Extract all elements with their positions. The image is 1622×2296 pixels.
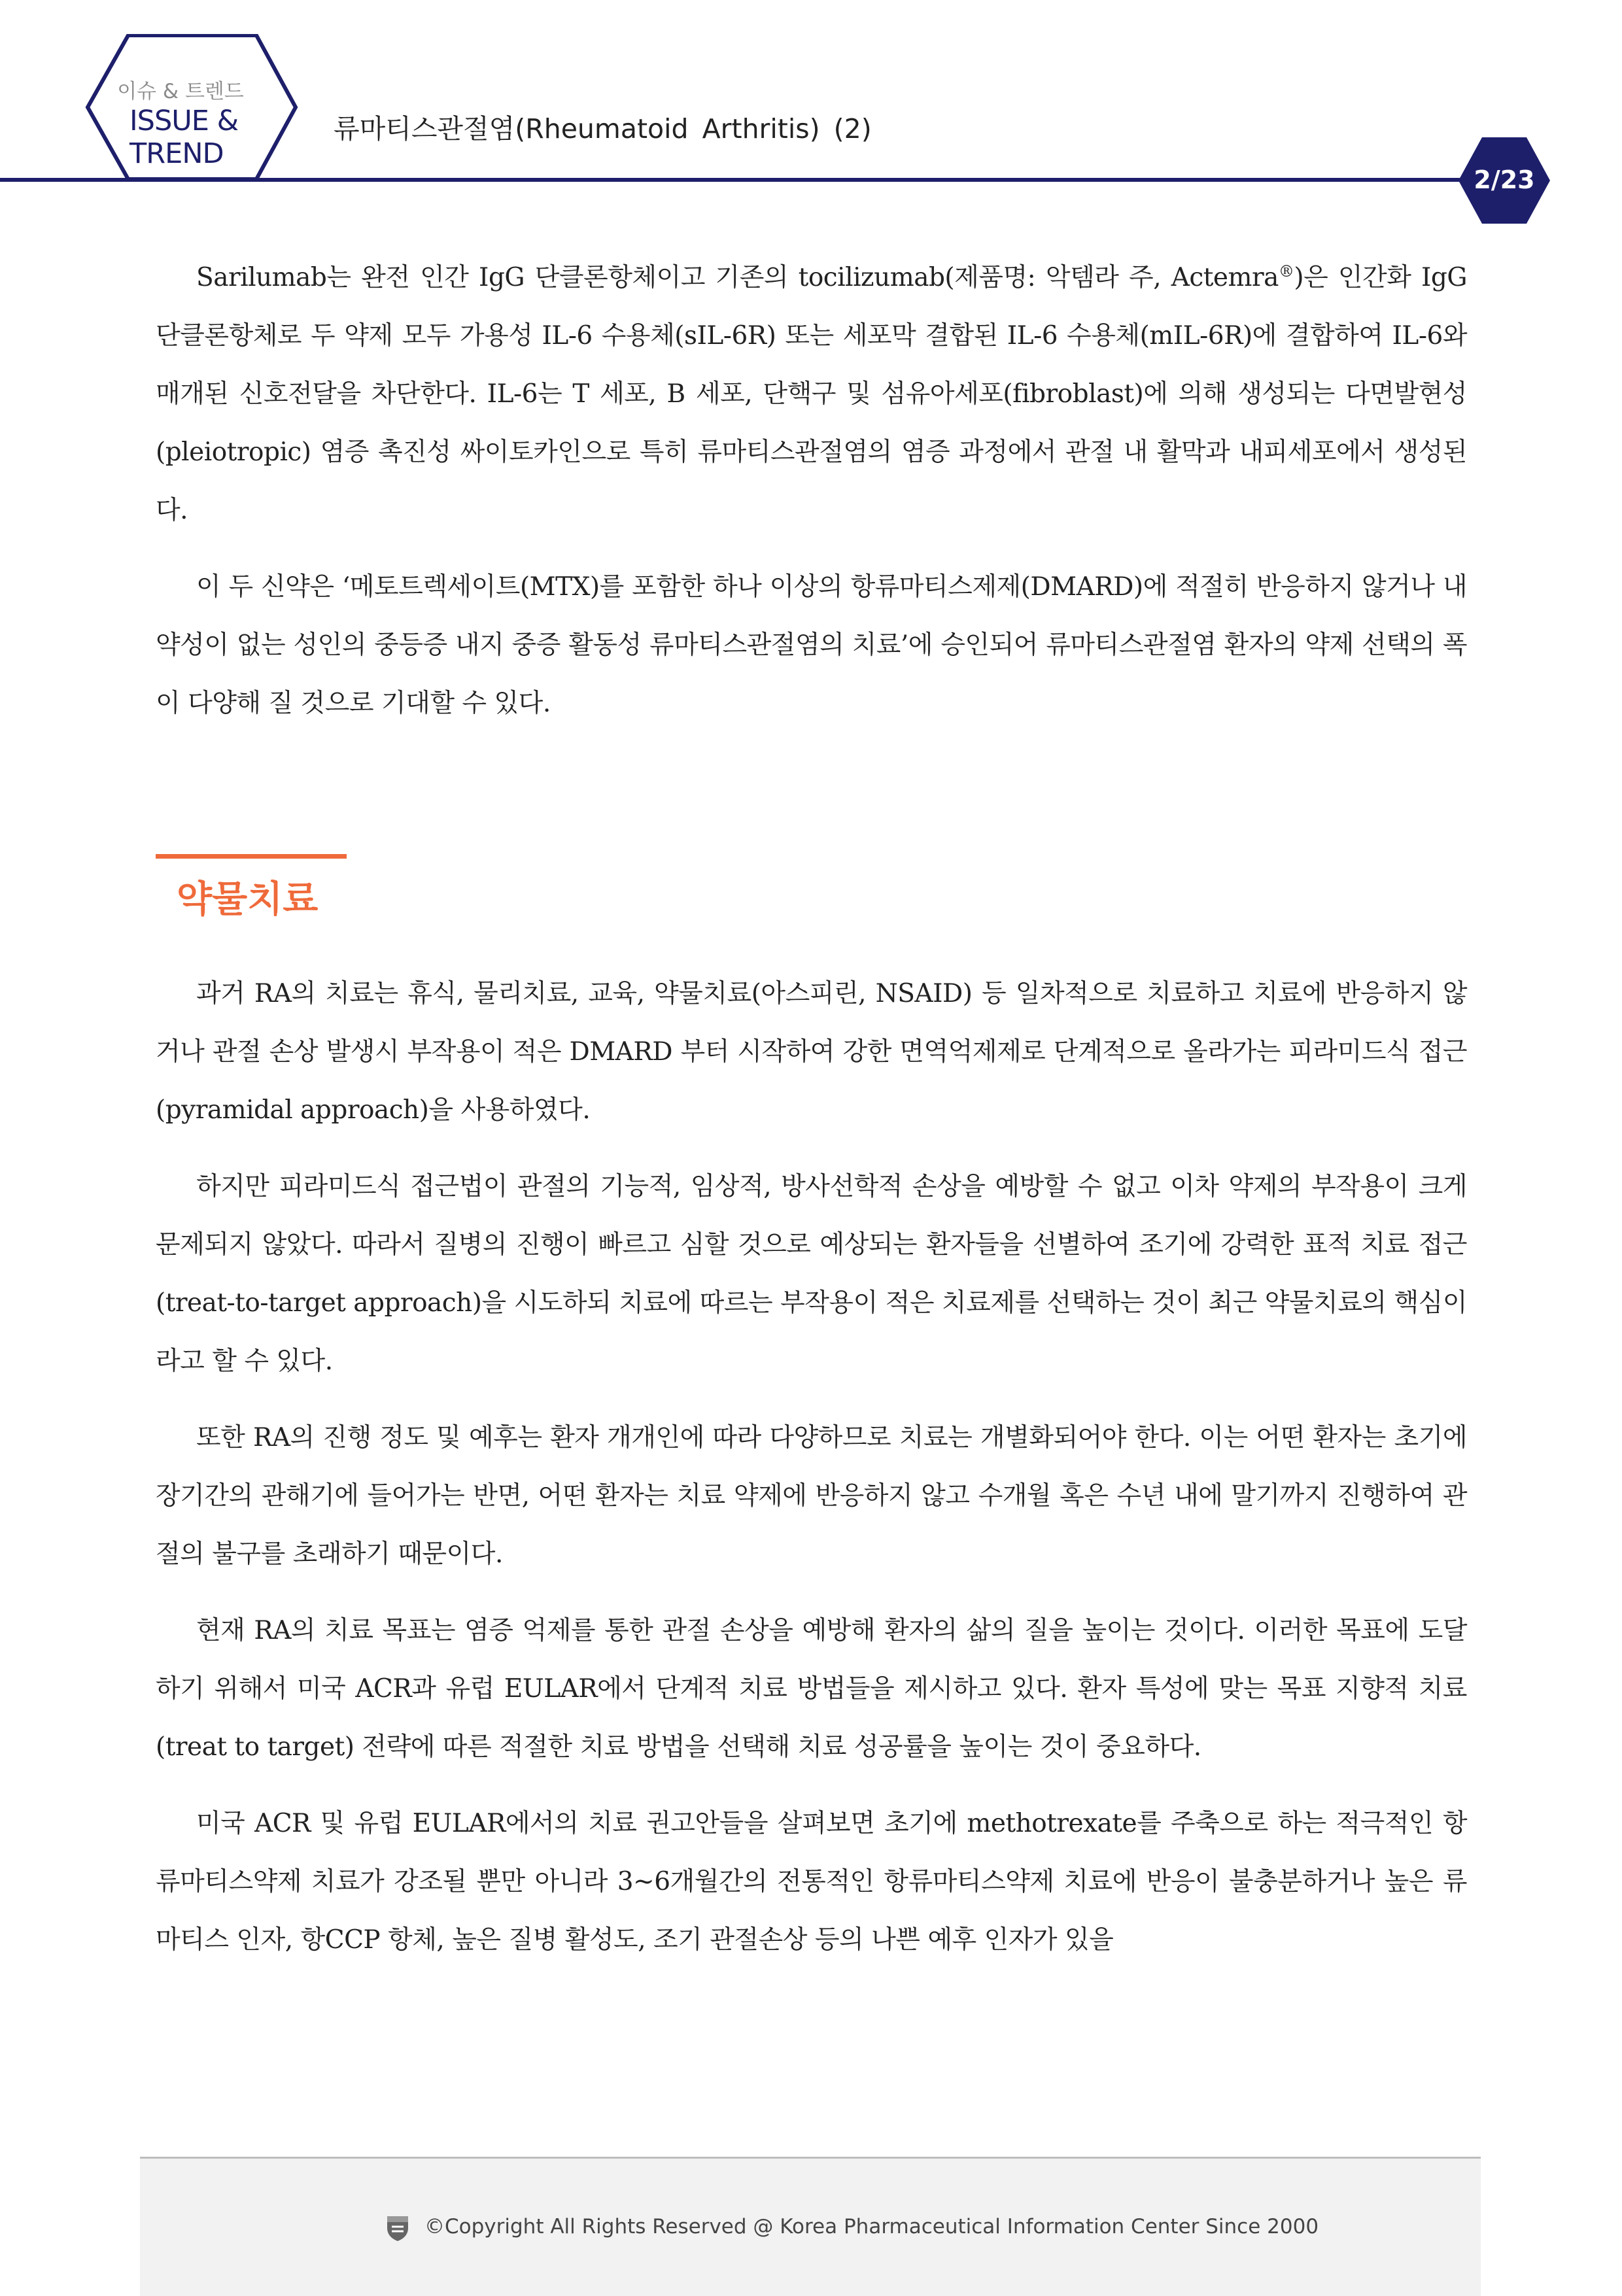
badge-title-line2: TREND	[129, 137, 224, 170]
document-body	[156, 248, 1467, 1987]
section-paragraph-5: 미국 ACR 및 유럽 EULAR에서의 치료 권고안들을 살펴보면 초기에 methotrexate를 주축으로 하는 적극적인 항류마티스약제 치료가 강조될 뿐만 아니라 3~6개월간의 전통적인 항류마티스약제 치료에 반응이 불충분하거나 높은 류마티스 인자, 항CCP 항체, 높은 질병 활성도, 조기 관절손상 등의 나쁜 예후 인자가 있을	[156, 1809, 1467, 1955]
intro-p1-text-b: )은 인간화 IgG 단클론항체로 두 약제 모두 가용성 IL-6 수용체(sIL-6R) 또는 세포막 결합된 IL-6 수용체(mIL-6R)에 결합하여 IL-6와 매개된 신호전달을 차단한다. IL-6는 T 세포, B 세포, 단핵구 및 섬유아세포(fibroblast)에 의해 생성되는 다면발현성(pleiotropic) 염증 촉진성 싸이토카인으로 특히 류마티스관절염의 염증 과정에서 관절 내 활막과 내피세포에서 생성된다.	[156, 263, 1468, 525]
badge-title-line1: ISSUE &	[129, 105, 239, 137]
footer-copyright: ©Copyright All Rights Reserved @ Korea Pharmaceutical Information Center Since 2000	[424, 2215, 1319, 2238]
kpic-shield-icon	[383, 2214, 412, 2242]
section-paragraph-3: 또한 RA의 진행 정도 및 예후는 환자 개개인에 따라 다양하므로 치료는 개별화되어야 한다. 이는 어떤 환자는 초기에 장기간의 관해기에 들어가는 반면, 어떤 환자는 치료 약제에 반응하지 않고 수개월 혹은 수년 내에 말기까지 진행하여 관절의 불구를 초래하기 때문이다.	[156, 1423, 1467, 1569]
page-number-badge	[1457, 136, 1551, 225]
section-paragraph-1: 과거 RA의 치료는 휴식, 물리치료, 교육, 약물치료(아스피린, NSAID) 등 일차적으로 치료하고 치료에 반응하지 않거나 관절 손상 발생시 부작용이 적은 DMARD 부터 시작하여 강한 면역억제제로 단계적으로 올라가는 피라미드식 접근(pyramidal approach)을 사용하였다.	[156, 979, 1467, 1125]
section-accent-bar	[156, 854, 347, 859]
page-footer	[140, 2157, 1481, 2296]
registered-mark: ®	[1278, 262, 1294, 281]
intro-paragraph-1	[156, 248, 1467, 540]
section-title: 약물치료	[177, 878, 319, 921]
section-paragraph-4: 현재 RA의 치료 목표는 염증 억제를 통한 관절 손상을 예방해 환자의 삶의 질을 높이는 것이다. 이러한 목표에 도달하기 위해서 미국 ACR과 유럽 EULAR에서 단계적 치료 방법들을 제시하고 있다. 환자 특성에 맞는 목표 지향적 치료(treat to target) 전략에 따른 적절한 치료 방법을 선택해 치료 성공률을 높이는 것이 중요하다.	[156, 1616, 1467, 1762]
intro-p1-text-a: Sarilumab는 완전 인간 IgG 단클론항체이고 기존의 tocilizumab(제품명: 악템라 주, Actemra	[196, 263, 1279, 292]
page-number: 2/23	[1474, 165, 1535, 194]
intro-paragraph-2: 이 두 신약은 ‘메토트렉세이트(MTX)를 포함한 하나 이상의 항류마티스제제(DMARD)에 적절히 반응하지 않거나 내약성이 없는 성인의 중등증 내지 중증 활동성 류마티스관절염의 치료’에 승인되어 류마티스관절염 환자의 약제 선택의 폭이 다양해 질 것으로 기대할 수 있다.	[156, 572, 1467, 718]
badge-subtitle: 이슈 & 트렌드	[117, 80, 244, 103]
section-paragraph-2: 하지만 피라미드식 접근법이 관절의 기능적, 임상적, 방사선학적 손상을 예방할 수 없고 이차 약제의 부작용이 크게 문제되지 않았다. 따라서 질병의 진행이 빠르고 심할 것으로 예상되는 환자들을 선별하여 조기에 강력한 표적 치료 접근(treat-to-target approach)을 시도하되 치료에 따르는 부작용이 적은 치료제를 선택하는 것이 최근 약물치료의 핵심이라고 할 수 있다.	[156, 1172, 1467, 1376]
badge-title	[129, 105, 293, 170]
issue-trend-badge	[85, 34, 301, 182]
section-spacer	[156, 751, 1467, 854]
document-title: 류마티스관절염(Rheumatoid Arthritis) (2)	[334, 113, 872, 145]
